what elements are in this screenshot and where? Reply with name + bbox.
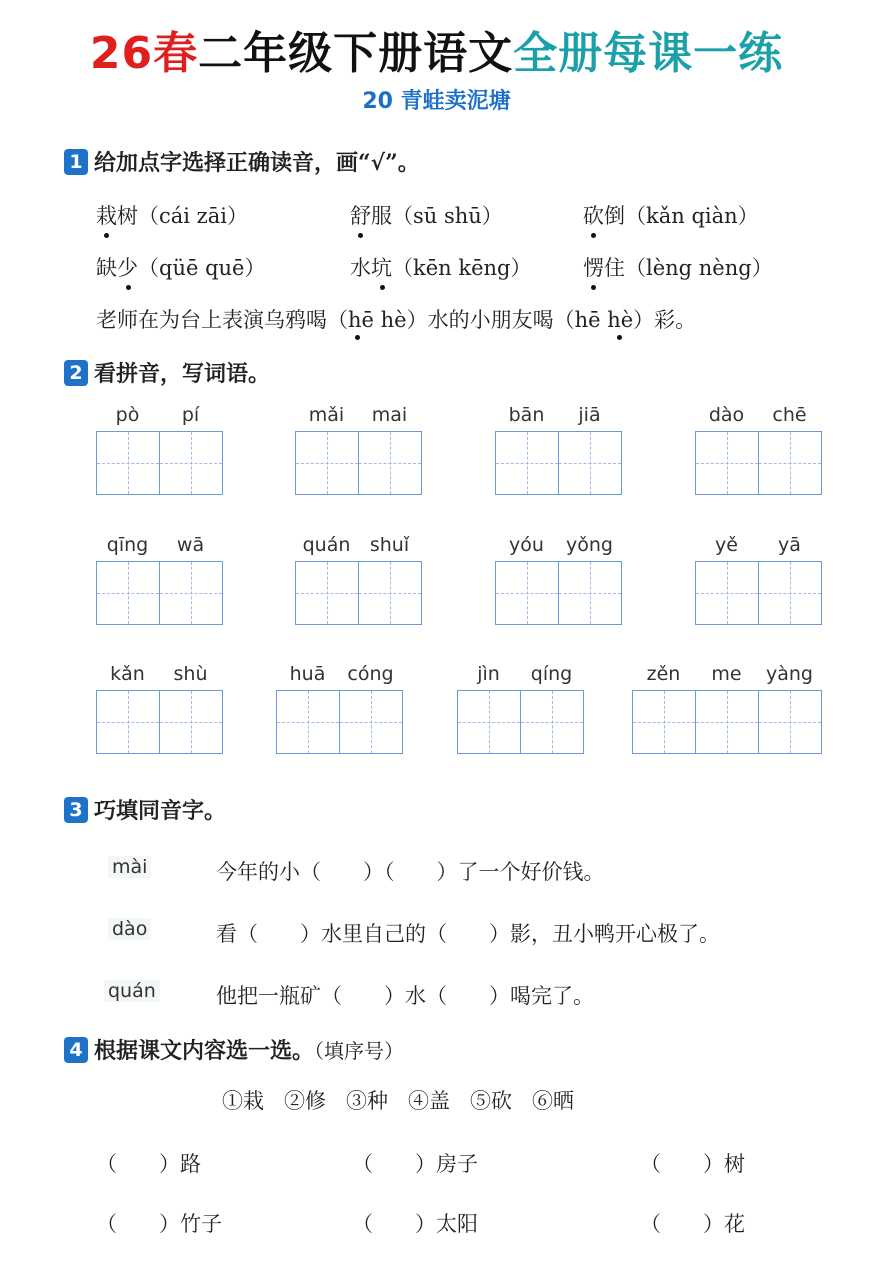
page-title xyxy=(0,26,873,82)
emphasis-dot xyxy=(126,285,131,290)
pinyin: cóng xyxy=(347,663,394,685)
section-4-number: 4 xyxy=(64,1037,88,1063)
section-4-heading xyxy=(64,1034,404,1065)
pinyin: mai xyxy=(371,404,408,426)
writing-grid[interactable] xyxy=(495,431,622,495)
pinyin: kǎn xyxy=(110,663,145,685)
pinyin: qīng xyxy=(106,534,149,556)
pinyin: jiā xyxy=(578,404,601,426)
section-3-number: 3 xyxy=(64,797,88,823)
emphasis-dot xyxy=(355,335,360,340)
option: ⑥晒 xyxy=(532,1089,574,1113)
writing-grid[interactable] xyxy=(295,561,422,625)
pinyin: bān xyxy=(508,404,545,426)
pinyin: shuǐ xyxy=(369,534,410,556)
lesson-title: 20 青蛙卖泥塘 xyxy=(362,89,511,114)
pinyin: zěn xyxy=(646,663,681,685)
section-2-text: 看拼音，写词语。 xyxy=(94,361,271,387)
section-4-note: （填序号） xyxy=(314,1039,405,1063)
writing-grid[interactable] xyxy=(457,690,584,754)
pinyin: mǎi xyxy=(308,404,345,426)
option: ②修 xyxy=(284,1089,326,1113)
homophone-pinyin: quán xyxy=(104,980,160,1002)
writing-grid[interactable] xyxy=(276,690,403,754)
title-part-1: 26春 xyxy=(89,28,199,79)
s1-item: 水坑（kēn kēng） xyxy=(350,256,532,280)
pinyin: yā xyxy=(778,534,801,556)
pinyin: yóu xyxy=(509,534,544,556)
pinyin: chē xyxy=(772,404,807,426)
section-4-text: 根据课文内容选一选。 xyxy=(94,1038,315,1064)
s1-item: 愣住（lèng nèng） xyxy=(583,256,773,280)
option: ⑤砍 xyxy=(470,1089,512,1113)
homophone-pinyin: mài xyxy=(108,856,151,878)
section-3-text: 巧填同音字。 xyxy=(94,798,227,824)
option: ④盖 xyxy=(408,1089,450,1113)
s1-item: 缺少（qüē quē） xyxy=(96,256,266,280)
fill-item[interactable]: （ ）路 xyxy=(96,1152,201,1176)
pinyin: jìn xyxy=(477,663,500,685)
section-2-heading xyxy=(64,357,270,388)
pinyin: dào xyxy=(708,404,745,426)
title-part-3: 全册每课一练 xyxy=(513,28,784,79)
emphasis-dot xyxy=(380,285,385,290)
writing-grid[interactable] xyxy=(295,431,422,495)
pinyin: yàng xyxy=(766,663,813,685)
option: ①栽 xyxy=(222,1089,264,1113)
emphasis-dot xyxy=(591,233,596,238)
pinyin: shù xyxy=(173,663,208,685)
fill-item[interactable]: （ ）太阳 xyxy=(352,1212,478,1236)
section-1-number: 1 xyxy=(64,149,88,175)
fill-item[interactable]: （ ）竹子 xyxy=(96,1212,222,1236)
emphasis-dot xyxy=(591,285,596,290)
section-1-heading xyxy=(64,146,420,177)
homophone-pinyin: dào xyxy=(108,918,151,940)
pinyin: yǒng xyxy=(566,534,613,556)
homophone-sentence[interactable]: 看（ ）水里自己的（ ）影，丑小鸭开心极了。 xyxy=(216,922,720,946)
pinyin: wā xyxy=(176,534,205,556)
section-2-number: 2 xyxy=(64,360,88,386)
writing-grid[interactable] xyxy=(632,690,822,754)
pinyin: pò xyxy=(115,404,140,426)
writing-grid[interactable] xyxy=(695,561,822,625)
pinyin: yě xyxy=(715,534,738,556)
section-3-heading xyxy=(64,794,226,825)
homophone-sentence[interactable]: 他把一瓶矿（ ）水（ ）喝完了。 xyxy=(216,984,594,1008)
homophone-sentence[interactable]: 今年的小（ ）（ ）了一个好价钱。 xyxy=(216,860,605,884)
writing-grid[interactable] xyxy=(96,561,223,625)
emphasis-dot xyxy=(617,335,622,340)
section-1-text: 给加点字选择正确读音，画“√”。 xyxy=(94,150,420,176)
pinyin: qíng xyxy=(530,663,573,685)
emphasis-dot xyxy=(104,233,109,238)
pinyin: quán xyxy=(302,534,351,556)
s1-sentence: 老师在为台上表演乌鸦喝（hē hè）水的小朋友喝（hē hè）彩。 xyxy=(96,308,697,332)
title-part-2: 二年级下册语文 xyxy=(198,28,514,79)
pinyin: me xyxy=(711,663,742,685)
fill-item[interactable]: （ ）树 xyxy=(640,1152,745,1176)
emphasis-dot xyxy=(358,233,363,238)
s1-item: 栽树（cái zāi） xyxy=(96,204,248,228)
writing-grid[interactable] xyxy=(96,690,223,754)
writing-grid[interactable] xyxy=(495,561,622,625)
fill-item[interactable]: （ ）花 xyxy=(640,1212,745,1236)
fill-item[interactable]: （ ）房子 xyxy=(352,1152,478,1176)
pinyin: pí xyxy=(181,404,200,426)
pinyin: huā xyxy=(289,663,326,685)
writing-grid[interactable] xyxy=(695,431,822,495)
writing-grid[interactable] xyxy=(96,431,223,495)
s1-item: 砍倒（kǎn qiàn） xyxy=(583,204,759,228)
option-list xyxy=(222,1085,594,1115)
option: ③种 xyxy=(346,1089,388,1113)
s1-item: 舒服（sū shū） xyxy=(350,204,503,228)
